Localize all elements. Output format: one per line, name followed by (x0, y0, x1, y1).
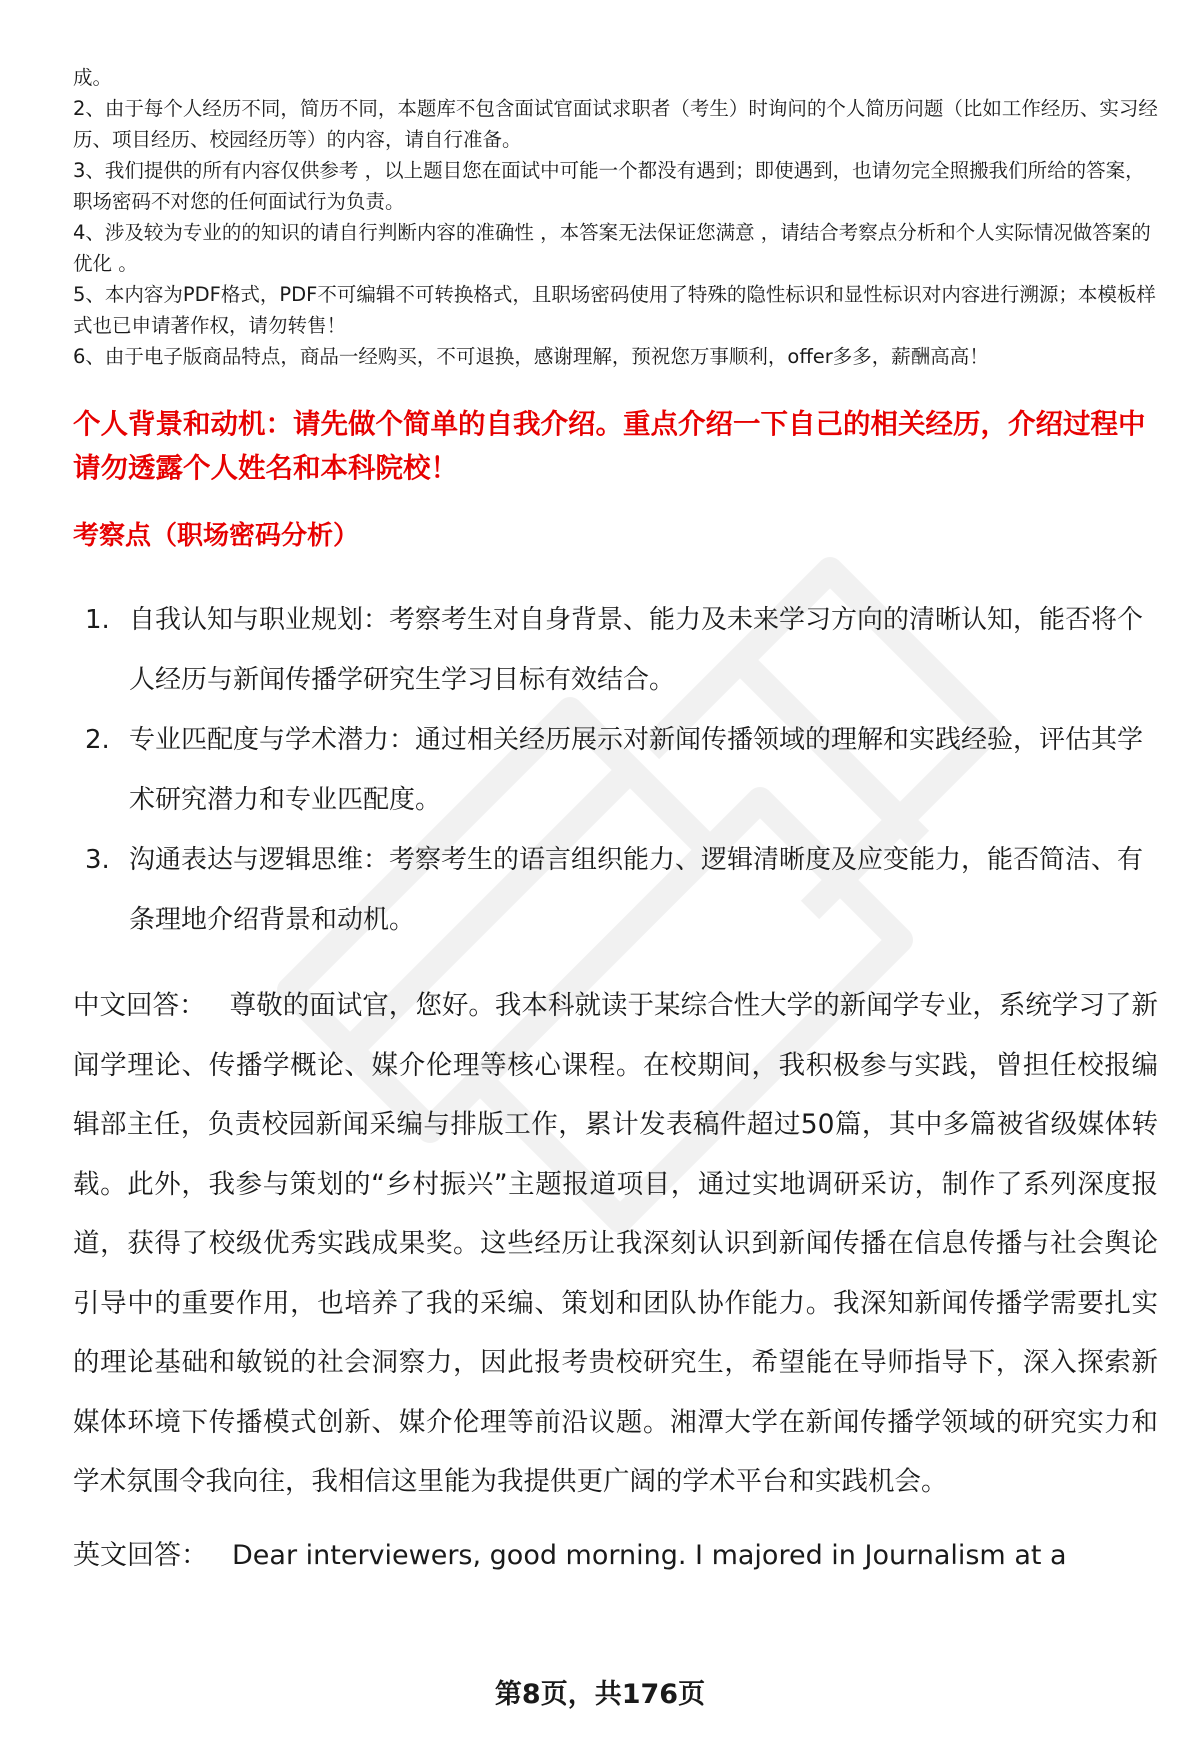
list-item-text: 自我认知与职业规划：考察考生对自身背景、能力及未来学习方向的清晰认知，能否将个人经历与新闻传播学研究生学习目标有效结合。 (129, 605, 1144, 695)
list-item (73, 590, 1158, 710)
english-answer-text: Dear interviewers, good morning. I majored in Journalism at a (232, 1539, 1067, 1571)
note-line: 2、由于每个人经历不同，简历不同，本题库不包含面试官面试求职者（考生）时询问的个人简历问题（比如工作经历、实习经历、项目经历、校园经历等）的内容，请自行准备。 (73, 97, 1158, 151)
note-line: 5、本内容为PDF格式，PDF不可编辑不可转换格式，且职场密码使用了特殊的隐性标识和显性标识对内容进行溯源；本模板样式也已申请著作权，请勿转售！ (73, 283, 1156, 337)
note-line: 6、由于电子版商品特点，商品一经购买，不可退换，感谢理解，预祝您万事顺利，offer多多，薪酬高高！ (73, 345, 989, 368)
page-footer: 第8页，共176页 (494, 1679, 706, 1710)
list-item-text: 沟通表达与逻辑思维：考察考生的语言组织能力、逻辑清晰度及应变能力，能否简洁、有条理地介绍背景和动机。 (129, 845, 1144, 935)
list-number: 3. (85, 845, 110, 875)
chinese-answer (73, 976, 1158, 1512)
question-heading: 个人背景和动机：请先做个简单的自我介绍。重点介绍一下自己的相关经历，介绍过程中请勿透露个人姓名和本科院校！ (73, 408, 1146, 484)
analysis-points-list (73, 590, 1158, 950)
list-item-text: 专业匹配度与学术潜力：通过相关经历展示对新闻传播领域的理解和实践经验，评估其学术研究潜力和专业匹配度。 (129, 725, 1144, 815)
note-line: 3、我们提供的所有内容仅供参考 ，以上题目您在面试中可能一个都没有遇到；即使遇到，也请勿完全照搬我们所给的答案，职场密码不对您的任何面试行为负责。 (73, 159, 1145, 213)
list-number: 2. (85, 725, 110, 755)
list-item (73, 830, 1158, 950)
notes-section (73, 62, 1158, 372)
document-page (73, 62, 1158, 1586)
list-item (73, 710, 1158, 830)
english-answer (73, 1526, 1158, 1586)
chinese-answer-text: 尊敬的面试官，您好。我本科就读于某综合性大学的新闻学专业，系统学习了新闻学理论、传播学概论、媒介伦理等核心课程。在校期间，我积极参与实践，曾担任校报编辑部主任，负责校园新闻采编与排版工作，累计发表稿件超过50篇，其中多篇被省级媒体转载。此外，我参与策划的“乡村振兴”主题报道项目，通过实地调研采访，制作了系列深度报道，获得了校级优秀实践成果奖。这些经历让我深刻认识到新闻传播在信息传播与社会舆论引导中的重要作用，也培养了我的采编、策划和团队协作能力。我深知新闻传播学需要扎实的理论基础和敏锐的社会洞察力，因此报考贵校研究生，希望能在导师指导下，深入探索新媒体环境下传播模式创新、媒介伦理等前沿议题。湘潭大学在新闻传播学领域的研究实力和学术氛围令我向往，我相信这里能为我提供更广阔的学术平台和实践机会。 (73, 990, 1159, 1497)
note-line: 4、涉及较为专业的的知识的请自行判断内容的准确性 ，本答案无法保证您满意 ，请结合考察点分析和个人实际情况做答案的优化 。 (73, 221, 1151, 275)
note-line: 成。 (73, 66, 113, 89)
analysis-title: 考察点（职场密码分析） (73, 521, 360, 551)
english-answer-label: 英文回答： (73, 1539, 208, 1571)
chinese-answer-label: 中文回答： (73, 990, 206, 1021)
list-number: 1. (85, 605, 110, 635)
